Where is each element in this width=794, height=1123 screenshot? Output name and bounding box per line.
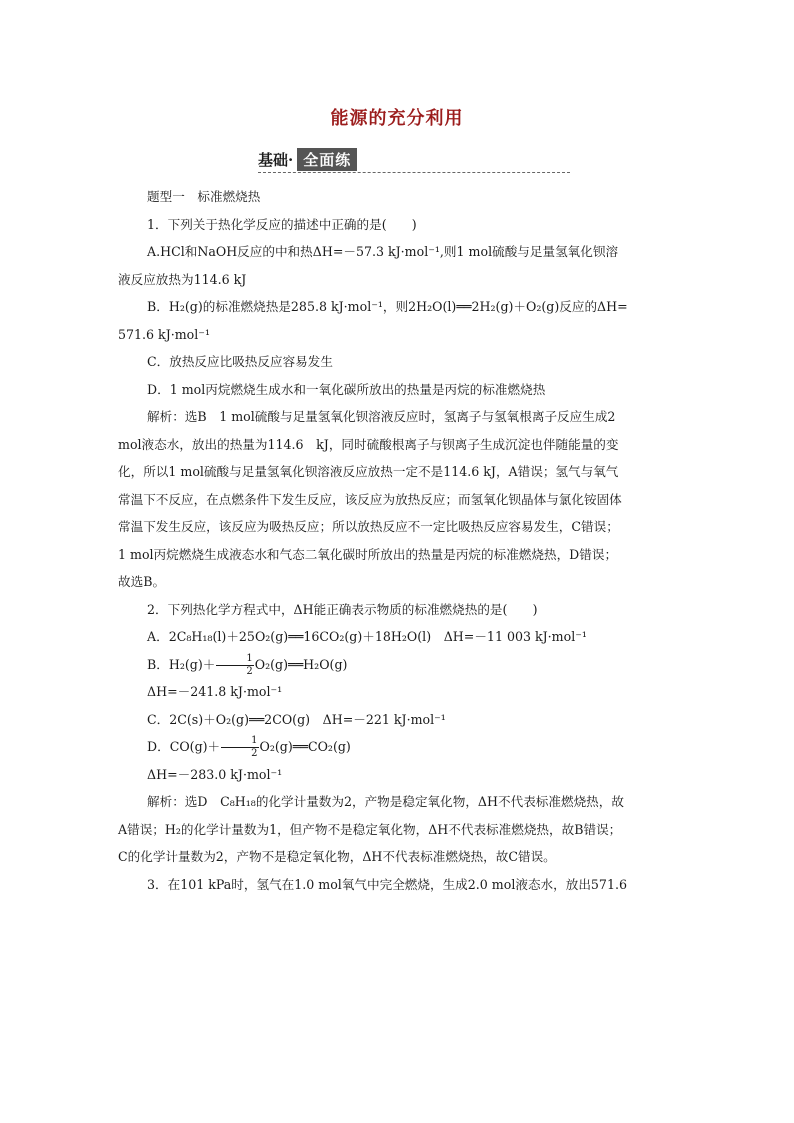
option-b-equation (118, 651, 676, 679)
text-line: 常温下发生反应，该反应为吸热反应；所以放热反应不一定比吸热反应容易发生，C错误； (118, 519, 619, 534)
equation-suffix: O₂(g)══CO₂(g) (259, 739, 351, 754)
text-line: 571.6 kJ·mol⁻¹ (118, 326, 210, 342)
section-label: 基础· (258, 150, 294, 169)
text-line: A．2C₈H₁₈(l)＋25O₂(g)══16CO₂(g)＋18H₂O(l) ΔH=－11 003 kJ·mol⁻¹ (147, 629, 587, 644)
text-line: mol液态水，放出的热量为114.6 kJ，同时硫酸根离子与钡离子生成沉淀也伴随能量的变 (118, 436, 619, 452)
equation-prefix: D．CO(g)＋ (147, 739, 221, 754)
text-line: 解析：选D C₈H₁₈的化学计量数为2，产物是稳定氧化物，ΔH不代表标准燃烧热，故 (147, 794, 624, 809)
text-line: ΔH=－241.8 kJ·mol⁻¹ (147, 684, 283, 699)
fraction-numerator: 1 (216, 653, 253, 666)
text-line: 1 mol丙烷燃烧生成液态水和气态二氧化碳时所放出的热量是丙烷的标准燃烧热，D错误； (118, 546, 618, 562)
option-d-equation (118, 733, 676, 761)
fraction (221, 735, 258, 760)
page-title: 能源的充分利用 (330, 108, 464, 129)
text-line: 3．在101 kPa时，氢气在1.0 mol氧气中完全燃烧，生成2.0 mol液态水，放出571.6 (147, 876, 627, 892)
text-line: 液反应放热为114.6 kJ (118, 271, 247, 287)
equation-prefix: B．H₂(g)＋ (147, 656, 216, 672)
section-divider (258, 172, 570, 173)
section-header (258, 147, 357, 171)
text-line: 故选B。 (118, 574, 166, 589)
text-line: ΔH=－283.0 kJ·mol⁻¹ (147, 766, 283, 782)
text-line: A错误；H₂的化学计量数为1，但产物不是稳定氧化物，ΔH不代表标准燃烧热，故B错误； (118, 821, 622, 837)
fraction-denominator: 2 (251, 748, 258, 759)
fraction (216, 653, 253, 678)
text-line: 解析：选B 1 mol硫酸与足量氢氧化钡溶液反应时，氢离子与氢氧根离子反应生成2 (147, 409, 616, 424)
text-line: C的化学计量数为2，产物不是稳定氧化物，ΔH不代表标准燃烧热，故C错误。 (118, 849, 556, 864)
fraction-numerator: 1 (221, 735, 258, 748)
document-body (118, 183, 676, 898)
text-line: C．放热反应比吸热反应容易发生 (147, 354, 333, 369)
text-line: 题型一 标准燃烧热 (147, 189, 261, 204)
text-line: 化，所以1 mol硫酸与足量氢氧化钡溶液反应放热一定不是114.6 kJ，A错误；氢气与氧气 (118, 464, 619, 479)
section-badge: 全面练 (297, 148, 357, 171)
text-line: 常温下不反应，在点燃条件下发生反应，该反应为放热反应；而氢氧化钡晶体与氯化铵固体 (118, 491, 622, 507)
text-line: C．2C(s)＋O₂(g)══2CO(g) ΔH=－221 kJ·mol⁻¹ (147, 711, 446, 727)
text-line: 2．下列热化学方程式中，ΔH能正确表示物质的标准燃烧热的是( ) (147, 601, 538, 617)
text-line: D．1 mol丙烷燃烧生成水和一氧化碳所放出的热量是丙烷的标准燃烧热 (147, 381, 546, 397)
text-line: 1．下列关于热化学反应的描述中正确的是( ) (147, 216, 417, 232)
text-line: B．H₂(g)的标准燃烧热是285.8 kJ·mol⁻¹，则2H₂O(l)══2H₂(g)＋O₂(g)反应的ΔH= (147, 299, 628, 314)
equation-suffix: O₂(g)══H₂O(g) (254, 656, 348, 672)
fraction-denominator: 2 (246, 665, 253, 677)
text-line: A.HCl和NaOH反应的中和热ΔH=－57.3 kJ·mol⁻¹,则1 mol硫酸与足量氢氧化钡溶 (147, 244, 619, 259)
